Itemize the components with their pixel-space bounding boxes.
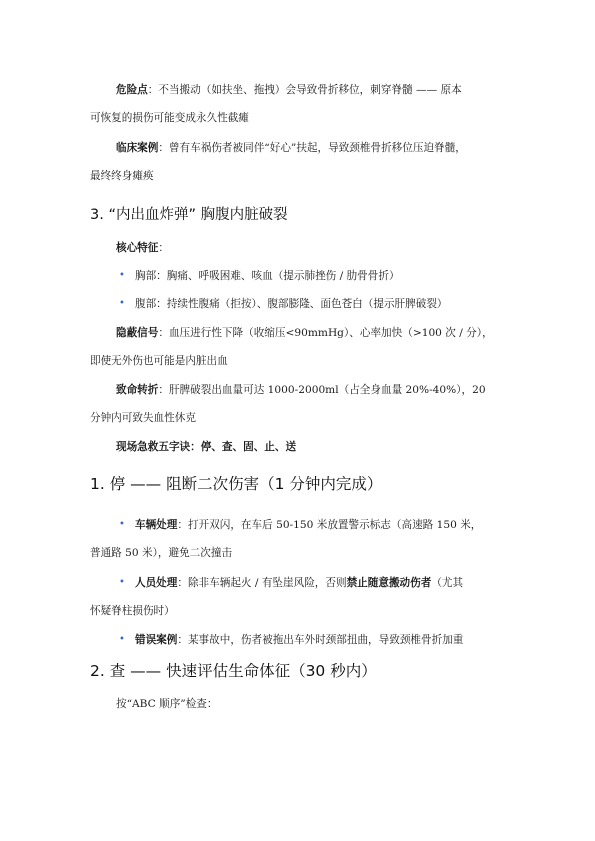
danger-point-cont: 可恢复的损伤可能变成永久性截瘫 — [90, 112, 249, 124]
bullet-dot-icon: • — [119, 577, 125, 588]
mistake-case-label: 错误案例 — [135, 634, 178, 646]
fatal-turn-label: 致命转折 — [116, 384, 159, 396]
person-handling-bold: 禁止随意搬动伤者 — [346, 577, 432, 589]
fatal-turn-line — [116, 383, 486, 397]
clinical-case-label: 临床案例 — [116, 142, 159, 154]
abc-order-line: 按“ABC 顺序”检查： — [116, 698, 218, 710]
step-2-heading: 2. 查 —— 快速评估生命体征（30 秒内） — [90, 662, 377, 680]
hidden-signal-label: 隐蔽信号 — [116, 327, 159, 339]
mistake-case-text: ：某事故中，伤者被拖出车外时颈部扭曲，导致颈椎骨折加重 — [177, 634, 464, 646]
fatal-turn-cont: 分钟内可致失血性休克 — [90, 412, 196, 424]
vehicle-handling-label: 车辆处理 — [135, 519, 178, 531]
clinical-case-cont: 最终终身瘫痪 — [90, 170, 154, 182]
person-handling-label: 人员处理 — [135, 577, 178, 589]
section-3-heading: 3. “内出血炸弹” 胸腹内脏破裂 — [90, 207, 288, 223]
vehicle-handling-line — [135, 518, 481, 532]
danger-point-text: ：不当搬动（如扶坐、拖拽）会导致骨折移位，刺穿脊髓 —— 原本 — [147, 84, 462, 96]
core-features-label: 核心特征 — [116, 242, 159, 254]
person-handling-line — [135, 576, 463, 590]
step-1-heading: 1. 停 —— 阻断二次伤害（1 分钟内完成） — [90, 475, 383, 493]
first-aid-motto: 现场急救五字诀：停、查、固、止、送 — [116, 441, 297, 453]
bullet-dot-icon: • — [119, 519, 125, 530]
person-handling-text-1: ：除非车辆起火 / 有坠崖风险，否则 — [177, 577, 347, 589]
hidden-signal-text: ：血压进行性下降（收缩压<90mmHg）、心率加快（>100 次 / 分）， — [158, 327, 493, 339]
hidden-signal-cont: 即使无外伤也可能是内脏出血 — [90, 355, 228, 367]
danger-point-line — [116, 83, 462, 97]
vehicle-handling-cont: 普通路 50 米），避免二次撞击 — [90, 547, 233, 559]
mistake-case-line — [135, 633, 463, 647]
vehicle-handling-text: ：打开双闪，在车后 50-150 米放置警示标志（高速路 150 米， — [177, 519, 482, 531]
person-handling-cont: 怀疑脊柱损伤时） — [90, 605, 175, 617]
bullet-abdomen: 腹部：持续性腹痛（拒按）、腹部膨隆、面色苍白（提示肝脾破裂） — [135, 298, 448, 310]
hidden-signal-line — [116, 326, 493, 340]
bullet-dot-icon: • — [119, 298, 125, 309]
person-handling-text-2: （尤其 — [431, 577, 464, 589]
core-features-line: 核心特征： — [116, 242, 169, 254]
bullet-chest: 胸部：胸痛、呼吸困难、咳血（提示肺挫伤 / 肋骨骨折） — [135, 270, 400, 282]
clinical-case-text: ：曾有车祸伤者被同伴“好心”扶起，导致颈椎骨折移位压迫脊髓， — [158, 142, 466, 154]
clinical-case-line — [116, 141, 466, 155]
danger-point-label: 危险点 — [116, 84, 148, 96]
fatal-turn-text: ：肝脾破裂出血量可达 1000-2000ml（占全身血量 20%-40%），20 — [158, 384, 486, 396]
bullet-dot-icon: • — [119, 270, 125, 281]
bullet-dot-icon: • — [119, 634, 125, 645]
